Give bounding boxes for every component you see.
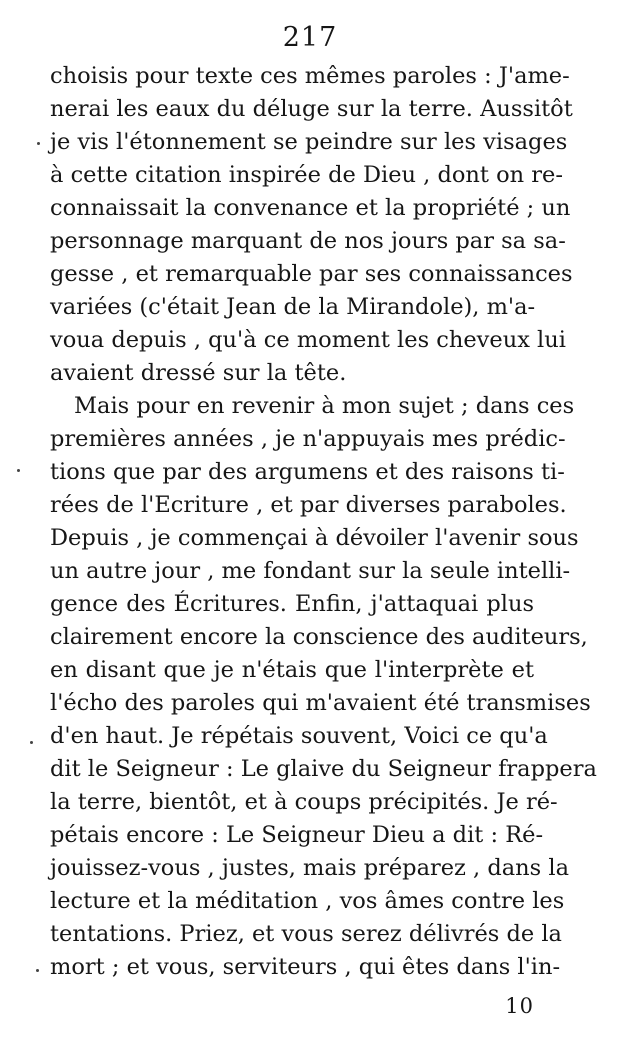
text-line: gesse , et remarquable par ses connaissances — [50, 261, 573, 287]
text-line: voua depuis , qu'à ce moment les cheveux lui — [50, 327, 566, 353]
text-line: à cette citation inspirée de Dieu , dont on re- — [50, 162, 563, 188]
text-line: tentations. Priez, et vous serez délivrés de la — [50, 921, 562, 947]
text-line: dit le Seigneur : Le glaive du Seigneur frappera — [50, 756, 597, 782]
print-speck — [37, 142, 40, 145]
text-line: je vis l'étonnement se peindre sur les visages — [50, 129, 568, 155]
text-line: pétais encore : Le Seigneur Dieu a dit : Ré- — [50, 822, 544, 848]
print-speck — [17, 469, 20, 472]
signature-mark: 10 — [505, 994, 534, 1018]
text-line: un autre jour , me fondant sur la seule intelli- — [50, 558, 571, 584]
text-block — [50, 60, 597, 984]
text-line: personnage marquant de nos jours par sa sa- — [50, 228, 566, 254]
text-line: la terre, bientôt, et à coups précipités. Je ré- — [50, 789, 558, 815]
page-number: 217 — [282, 22, 338, 53]
text-line: rées de l'Ecriture , et par diverses paraboles. — [50, 492, 567, 518]
text-line: connaissait la convenance et la propriété ; un — [50, 195, 571, 221]
text-line: l'écho des paroles qui m'avaient été transmises — [50, 690, 591, 716]
text-line: premières années , je n'appuyais mes prédic- — [50, 426, 566, 452]
text-line: Depuis , je commençai à dévoiler l'avenir sous — [50, 525, 579, 551]
print-speck — [30, 741, 33, 744]
text-line: tions que par des argumens et des raisons ti- — [50, 459, 565, 485]
text-line: nerai les eaux du déluge sur la terre. Aussitôt — [50, 96, 573, 122]
paragraph-start-line: Mais pour en revenir à mon sujet ; dans ces — [74, 393, 575, 419]
paragraph-end-line: avaient dressé sur la tête. — [50, 360, 347, 386]
text-line: en disant que je n'étais que l'interprète et — [50, 657, 534, 683]
text-line: lecture et la méditation , vos âmes contre les — [50, 888, 565, 914]
text-line: jouissez-vous , justes, mais préparez , dans la — [50, 855, 569, 881]
text-line: gence des Écritures. Enfin, j'attaquai plus — [50, 591, 534, 617]
text-line: mort ; et vous, serviteurs , qui êtes dans l'in- — [50, 954, 561, 980]
text-line: variées (c'était Jean de la Mirandole), m'a- — [50, 294, 536, 320]
text-line: d'en haut. Je répétais souvent, Voici ce qu'a — [50, 723, 548, 749]
print-speck — [36, 969, 39, 972]
text-line: clairement encore la conscience des auditeurs, — [50, 624, 588, 650]
text-line: choisis pour texte ces mêmes paroles : J'ame- — [50, 63, 570, 89]
